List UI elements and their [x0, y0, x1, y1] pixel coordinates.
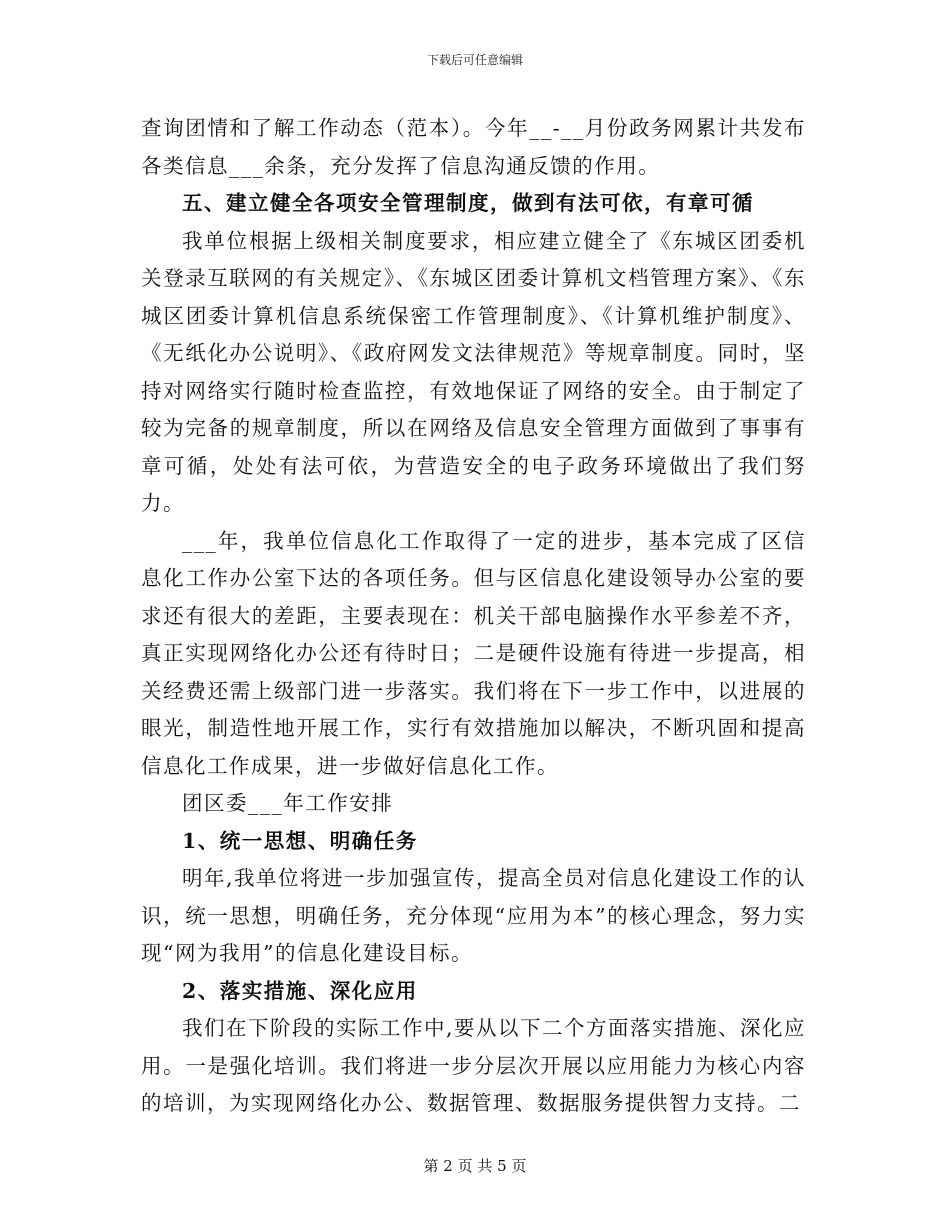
paragraph-continuation: 查询团情和了解工作动态（范本）。今年__-__月份政务网累计共发布各类信息___余条，充分发挥了信息沟通反馈的作用。: [141, 116, 806, 178]
subheading-2: 2、落实措施、深化应用: [182, 978, 418, 1003]
paragraph-unify-thinking: 明年,我单位将进一步加强宣传，提高全员对信息化建设工作的认识，统一思想，明确任务，充分体现“应用为本”的核心理念，努力实现“网为我用”的信息化建设目标。: [141, 866, 807, 965]
paragraph-regulations: 我单位根据上级相关制度要求，相应建立健全了《东城区团委机关登录互联网的有关规定》、《东城区团委计算机文档管理方案》、《东城区团委计算机信息系统保密工作管理制度》、《计算机维护制度》、《无纸化办公说明》、《政府网发文法律规范》等规章制度。同时，坚持对网络实行随时检查监控，有效地保证了网络的安全。由于制定了较为完备的规章制度，所以在网络及信息安全管理方面做到了事事有章可循，处处有法可依，为营造安全的电子政务环境做出了我们努力。: [141, 228, 806, 515]
paragraph-progress: ___年，我单位信息化工作取得了一定的进步，基本完成了区信息化工作办公室下达的各项任务。但与区信息化建设领导办公室的要求还有很大的差距，主要表现在：机关干部电脑操作水平参差不齐，真正实现网络化办公还有待时日；二是硬件设施有待进一步提高，相关经费还需上级部门进一步落实。我们将在下一步工作中，以进展的眼光，制造性地开展工作，实行有效措施加以解决，不断巩固和提高信息化工作成果，进一步做好信息化工作。: [141, 528, 806, 778]
page-footer: 第 2 页 共 5 页: [423, 1157, 527, 1175]
document-body: [141, 110, 806, 1123]
paragraph-implement-measures: 我们在下阶段的实际工作中,要从以下二个方面落实措施、深化应用。一是强化培训。我们将进一步分层次开展以应用能力为核心内容的培训，为实现网络化办公、数据管理、数据服务提供智力支持。二: [141, 1016, 807, 1115]
subheading-1: 1、统一思想、明确任务: [182, 828, 418, 853]
section-heading-5: 五、建立健全各项安全管理制度，做到有法可依，有章可循: [182, 191, 754, 215]
paragraph-work-plan-title: 团区委___年工作安排: [182, 791, 394, 815]
page-header: 下载后可任意编辑: [426, 53, 523, 67]
